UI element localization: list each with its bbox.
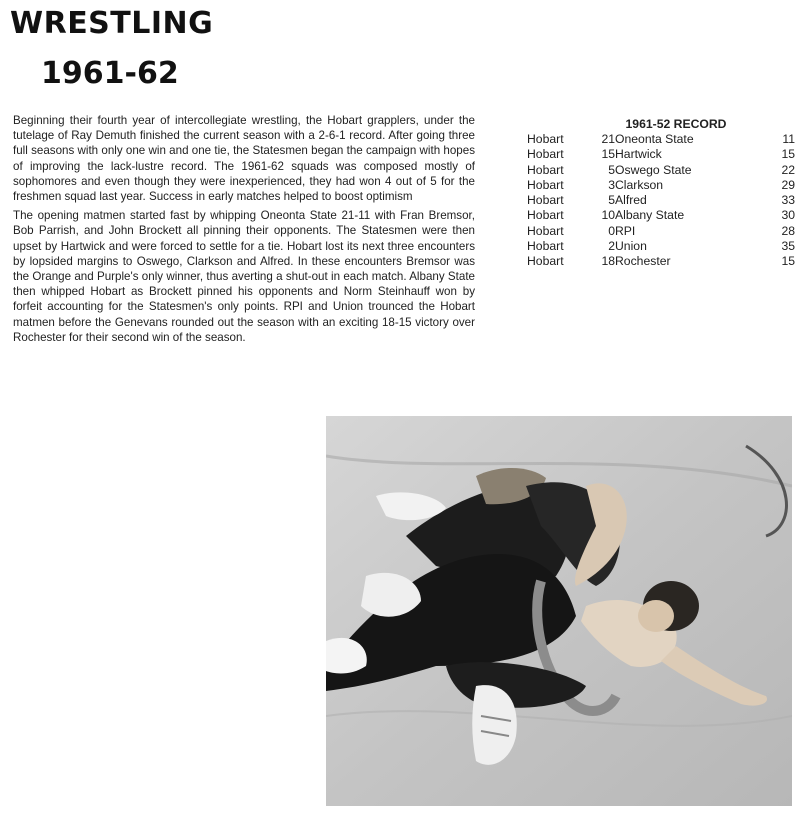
- article-body: [13, 113, 475, 349]
- table-row: [527, 239, 795, 254]
- wrestling-photo: [326, 416, 792, 806]
- table-row: [527, 178, 795, 193]
- opponent-score-cell: 33: [781, 193, 795, 208]
- team-score-cell: 2: [608, 239, 615, 254]
- record-table: [527, 132, 795, 270]
- season-record: [527, 117, 795, 270]
- team-score-cell: 3: [608, 177, 615, 192]
- team-score-cell: 5: [608, 162, 615, 177]
- team-cell: Hobart: [527, 162, 564, 177]
- table-row: [527, 193, 795, 208]
- opponent-cell: Oswego State: [615, 162, 692, 177]
- table-row: [527, 147, 795, 162]
- team-cell: Hobart: [527, 193, 564, 208]
- wrestler-face: [638, 600, 674, 632]
- table-row: [527, 224, 795, 239]
- team-score-cell: 10: [601, 208, 615, 223]
- opponent-score-cell: 22: [781, 162, 795, 177]
- table-row: [527, 208, 795, 223]
- opponent-score-cell: 30: [781, 208, 795, 223]
- team-cell: Hobart: [527, 208, 564, 223]
- opponent-score-cell: 35: [781, 239, 795, 254]
- team-cell: Hobart: [527, 147, 564, 162]
- opponent-cell: Rochester: [615, 254, 671, 269]
- opponent-cell: RPI: [615, 223, 636, 238]
- team-score-cell: 18: [601, 254, 615, 269]
- team-score-cell: 5: [608, 193, 615, 208]
- opponent-cell: Alfred: [615, 193, 647, 208]
- page-title: WRESTLING: [10, 6, 214, 41]
- team-cell: Hobart: [527, 223, 564, 238]
- record-title: 1961-52 RECORD: [625, 117, 727, 131]
- team-score-cell: 0: [608, 223, 615, 238]
- article-paragraph: Beginning their fourth year of intercollegiate wrestling, the Hobart grapplers, under the tutelage of Ray Demuth finished the current season with a 2-6-1 record. After going three full seasons with only one win and one tie, the Statesmen began the campaign with hopes of improving the lack-lustre record. The 1961-62 squads was composed mostly of sophomores and even though they were inexperienced, they had won 4 out of 5 for the freshmen squad last year. Success in early matches helped to boost optimism: [13, 114, 475, 204]
- table-row: [527, 254, 795, 269]
- team-cell: Hobart: [527, 254, 564, 269]
- opponent-cell: Hartwick: [615, 147, 662, 162]
- table-row: [527, 163, 795, 178]
- table-row: [527, 132, 795, 147]
- opponent-cell: Oneonta State: [615, 132, 694, 146]
- opponent-score-cell: 28: [781, 223, 795, 238]
- opponent-cell: Union: [615, 239, 647, 254]
- team-score-cell: 21: [601, 132, 615, 146]
- season-year: 1961-62: [41, 56, 179, 91]
- opponent-cell: Albany State: [615, 208, 685, 223]
- team-cell: Hobart: [527, 239, 564, 254]
- team-cell: Hobart: [527, 132, 564, 146]
- team-cell: Hobart: [527, 177, 564, 192]
- opponent-score-cell: 15: [781, 254, 795, 269]
- team-score-cell: 15: [601, 147, 615, 162]
- opponent-score-cell: 15: [781, 147, 795, 162]
- opponent-score-cell: 29: [781, 177, 795, 192]
- opponent-score-cell: 11: [782, 132, 795, 146]
- article-paragraph: The opening matmen started fast by whipping Oneonta State 21-11 with Fran Bremsor, Bob Parrish, and John Brockett all pinning their opponents. The Statesmen were then upset by Hartwick and were forced to settle for a tie. Hobart lost its next three encounters by lopsided margins to Oswego, Clarkson and Alfred. In these encounters Bremsor was the Orange and Purple's only winner, thus averting a shut-out in each match. Albany State then whipped Hobart as Brockett pinned his opponents and Norm Steinhauff won by forfeit accounting for the Statesmen's only points. RPI and Union trounced the Hobart matmen before the Genevans rounded out the season with an exciting 18-15 victory over Rochester for their second win of the season.: [13, 209, 475, 344]
- opponent-cell: Clarkson: [615, 177, 664, 192]
